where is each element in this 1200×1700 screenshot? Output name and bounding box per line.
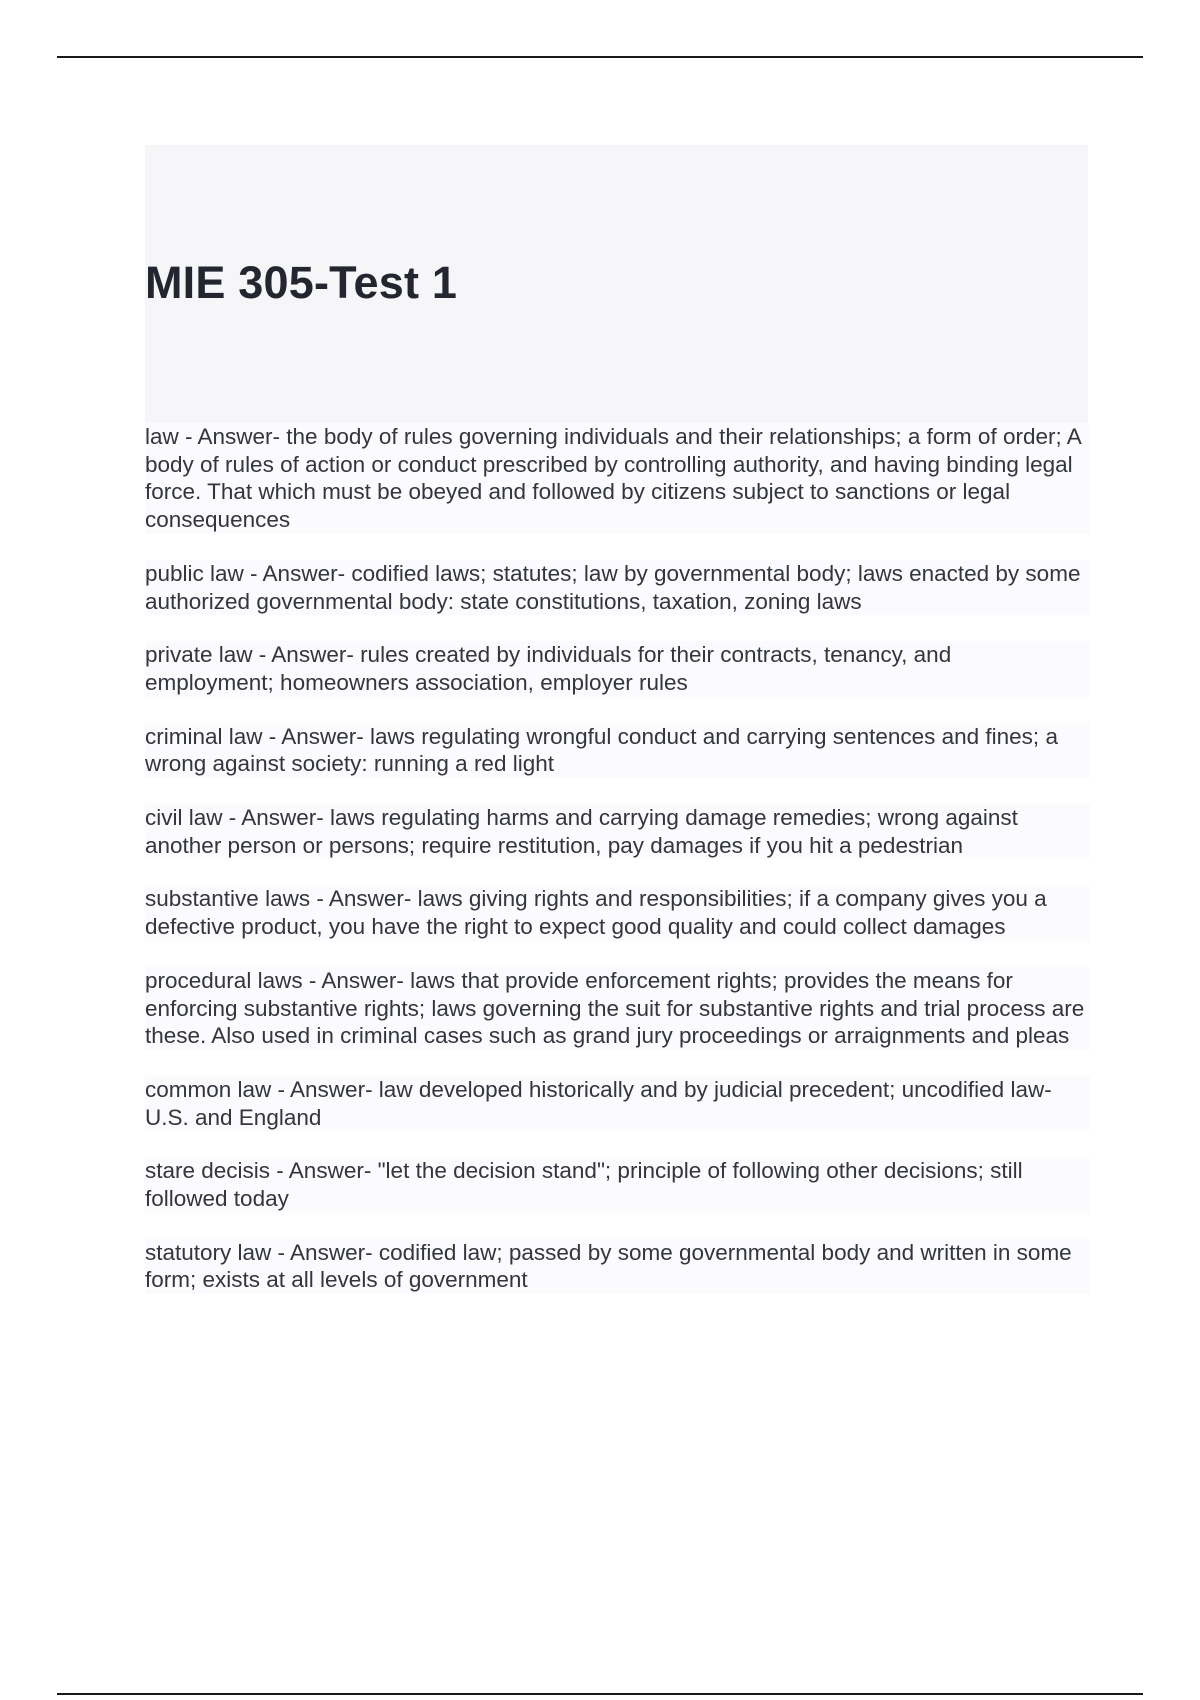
flashcard-entry-common-law: common law - Answer- law developed historically and by judicial precedent; uncodified law-U.S. and England [145, 1076, 1090, 1131]
flashcard-list [145, 423, 1090, 1320]
bottom-divider [57, 1693, 1143, 1695]
flashcard-entry-procedural-laws: procedural laws - Answer- laws that provide enforcement rights; provides the means for enforcing substantive rights; laws governing the suit for substantive rights and trial process are these. Also used in criminal cases such as grand jury proceedings or arraignments and pleas [145, 967, 1090, 1050]
flashcard-entry-law: law - Answer- the body of rules governing individuals and their relationships; a form of order; A body of rules of action or conduct prescribed by controlling authority, and having binding legal force. That which must be obeyed and followed by citizens subject to sanctions or legal consequences [145, 423, 1090, 534]
document-title: MIE 305-Test 1 [145, 257, 458, 308]
flashcard-entry-public-law: public law - Answer- codified laws; statutes; law by governmental body; laws enacted by some authorized governmental body: state constitutions, taxation, zoning laws [145, 560, 1090, 615]
title-block [145, 145, 1088, 423]
top-divider [57, 56, 1143, 58]
flashcard-entry-civil-law: civil law - Answer- laws regulating harms and carrying damage remedies; wrong against another person or persons; require restitution, pay damages if you hit a pedestrian [145, 804, 1090, 859]
flashcard-entry-substantive-laws: substantive laws - Answer- laws giving rights and responsibilities; if a company gives you a defective product, you have the right to expect good quality and could collect damages [145, 885, 1090, 940]
flashcard-entry-stare-decisis: stare decisis - Answer- "let the decision stand"; principle of following other decisions; still followed today [145, 1157, 1090, 1212]
flashcard-entry-private-law: private law - Answer- rules created by individuals for their contracts, tenancy, and employment; homeowners association, employer rules [145, 641, 1090, 696]
flashcard-entry-criminal-law: criminal law - Answer- laws regulating wrongful conduct and carrying sentences and fines; a wrong against society: running a red light [145, 723, 1090, 778]
flashcard-entry-statutory-law: statutory law - Answer- codified law; passed by some governmental body and written in some form; exists at all levels of government [145, 1239, 1090, 1294]
